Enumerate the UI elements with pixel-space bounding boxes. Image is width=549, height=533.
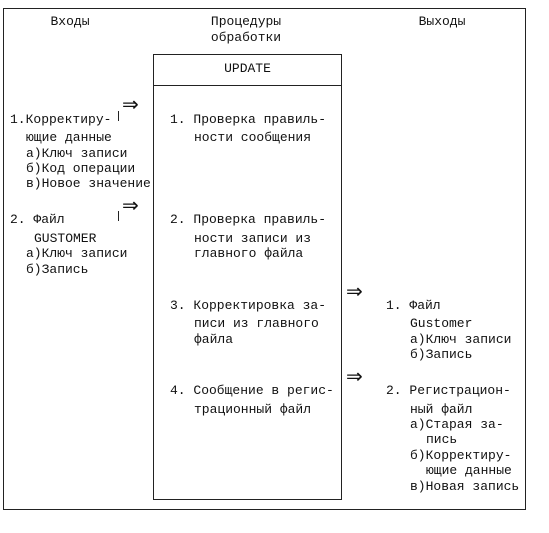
output-2-arrow-icon: ⇒ (346, 364, 363, 388)
output-1-line-2: Gustomer (410, 316, 473, 331)
output-2-line-5: б)Корректиру- (410, 448, 512, 463)
input-1-line-3: а)Ключ записи (26, 146, 128, 161)
procedure-3-line-2: писи из главного (194, 316, 319, 331)
input-2-line-2: GUSTOMER (34, 231, 97, 246)
procedure-4-line-2: трационный файл (194, 402, 312, 417)
output-1-line-1: 1. Файл (386, 298, 441, 313)
output-1-line-4: б)Запись (410, 347, 473, 362)
input-2-tick (118, 211, 119, 221)
procedure-1-line-2: ности сообщения (194, 130, 312, 145)
output-2-line-4: пись (426, 432, 458, 447)
input-1-tick (118, 111, 119, 121)
output-2-line-6: ющие данные (426, 463, 512, 478)
procedure-3-line-3: файла (194, 332, 234, 347)
process-title-divider (154, 85, 341, 86)
processing-header-line1: Процедуры (210, 14, 282, 29)
input-2-line-3: а)Ключ записи (26, 246, 128, 261)
input-2-line-4: б)Запись (26, 262, 89, 277)
procedure-1-line-1: 1. Проверка правиль- (170, 112, 327, 127)
output-2-line-1: 2. Регистрацион- (386, 383, 511, 398)
output-2-line-7: в)Новая запись (410, 479, 520, 494)
process-title: UPDATE (224, 61, 271, 76)
output-2-line-2: ный файл (410, 402, 473, 417)
inputs-header: Входы (50, 14, 90, 29)
procedure-3-line-1: 3. Корректировка за- (170, 298, 327, 313)
input-2-arrow-icon: ⇒ (122, 193, 139, 217)
input-1-line-1: 1.Корректиру- (10, 112, 112, 127)
procedure-4-line-1: 4. Сообщение в регис- (170, 383, 334, 398)
output-2-line-3: а)Старая за- (410, 417, 504, 432)
processing-header-line2: обработки (210, 30, 282, 45)
output-1-arrow-icon: ⇒ (346, 279, 363, 303)
input-1-arrow-icon: ⇒ (122, 92, 139, 116)
procedure-2-line-1: 2. Проверка правиль- (170, 212, 327, 227)
input-1-line-4: б)Код операции (26, 161, 136, 176)
output-1-line-3: а)Ключ записи (410, 332, 512, 347)
outputs-header: Выходы (418, 14, 466, 29)
input-2-line-1: 2. Файл (10, 212, 65, 227)
input-1-line-2: ющие данные (26, 130, 112, 145)
procedure-2-line-3: главного файла (194, 246, 304, 261)
procedure-2-line-2: ности записи из (194, 231, 312, 246)
input-1-line-5: в)Новое значение (26, 176, 151, 191)
